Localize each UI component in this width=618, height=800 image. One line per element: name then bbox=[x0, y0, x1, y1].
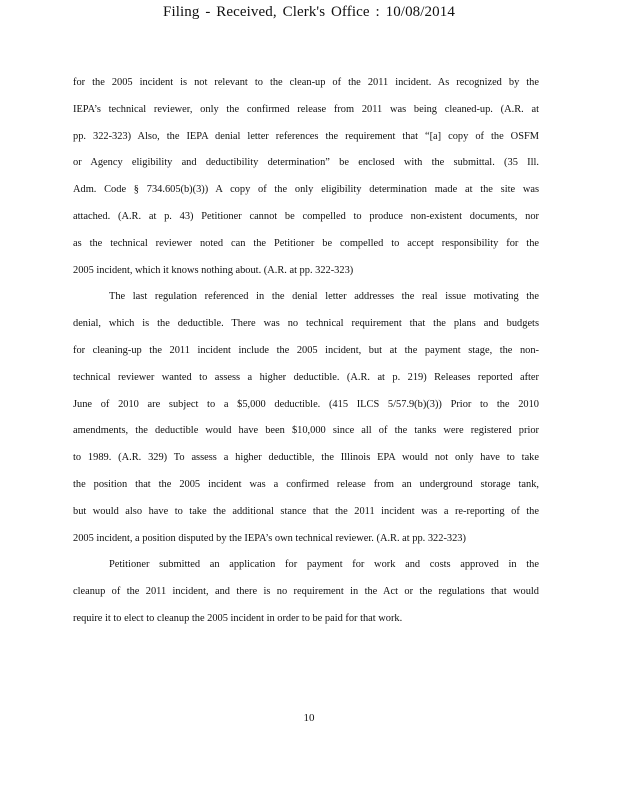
text-line: as the technical reviewer noted can the Petitioner be compelled to accept responsibility for the bbox=[73, 237, 539, 249]
paragraph-start-line: The last regulation referenced in the denial letter addresses the real issue motivating the bbox=[109, 291, 539, 303]
paragraph-end-line: 2005 incident, a position disputed by the IEPA’s own technical reviewer. (A.R. at pp. 322-323) bbox=[73, 532, 466, 544]
paragraph-end-line: require it to elect to cleanup the 2005 incident in order to be paid for that work. bbox=[73, 612, 403, 624]
page-number: 10 bbox=[303, 712, 315, 724]
paragraph-start-line: Petitioner submitted an application for payment for work and costs approved in the bbox=[109, 559, 539, 571]
text-line: cleanup of the 2011 incident, and there is no requirement in the Act or the regulations that would bbox=[73, 586, 539, 598]
text-line: Adm. Code § 734.605(b)(3)) A copy of the only eligibility determination made at the site was bbox=[73, 184, 539, 196]
text-line: pp. 322-323) Also, the IEPA denial letter references the requirement that “[a] copy of the OSFM bbox=[73, 130, 539, 142]
text-line: for the 2005 incident is not relevant to the clean-up of the 2011 incident. As recognized by the bbox=[73, 77, 539, 88]
text-line: to 1989. (A.R. 329) To assess a higher deductible, the Illinois EPA would not only have to take bbox=[73, 452, 539, 464]
paragraph-end-line: 2005 incident, which it knows nothing about. (A.R. at pp. 322-323) bbox=[73, 264, 354, 276]
text-line: IEPA’s technical reviewer, only the confirmed release from 2011 was being cleaned-up. (A.R. at bbox=[73, 103, 539, 115]
text-line: technical reviewer wanted to assess a higher deductible. (A.R. at p. 219) Releases reported after bbox=[73, 371, 539, 383]
text-line: the position that the 2005 incident was a confirmed release from an underground storage tank, bbox=[73, 478, 539, 490]
text-line: but would also have to take the additional stance that the 2011 incident was a re-reporting of the bbox=[73, 505, 539, 517]
text-line: attached. (A.R. at p. 43) Petitioner cannot be compelled to produce non-existent documents, nor bbox=[73, 210, 539, 222]
brief-body-text bbox=[73, 70, 539, 633]
text-line: denial, which is the deductible. There was no technical requirement that the plans and budgets bbox=[73, 318, 539, 330]
text-line: amendments, the deductible would have been $10,000 since all of the tanks were registered prior bbox=[73, 425, 539, 437]
filing-received-header: Filing - Received, Clerk's Office : 10/08/2014 bbox=[163, 4, 455, 20]
text-line: June of 2010 are subject to a $5,000 deductible. (415 ILCS 5/57.9(b)(3)) Prior to the 2010 bbox=[73, 398, 539, 410]
text-line: or Agency eligibility and deductibility determination” be enclosed with the submittal. (35 Ill. bbox=[73, 157, 539, 169]
text-line: for cleaning-up the 2011 incident include the 2005 incident, but at the payment stage, the non- bbox=[73, 344, 539, 356]
